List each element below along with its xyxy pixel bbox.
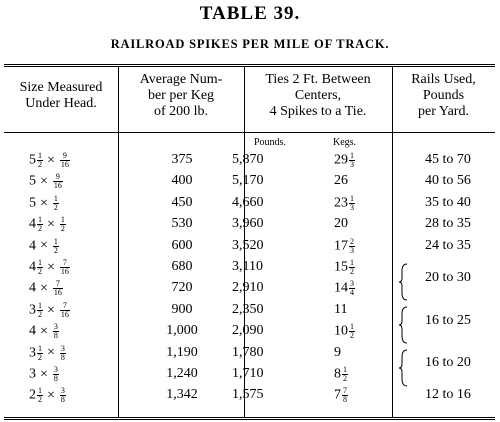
subheader-pounds: Pounds. bbox=[254, 137, 286, 148]
cell-average: 400 bbox=[171, 173, 193, 189]
header-average bbox=[118, 72, 244, 120]
cell-kegs: 11 bbox=[334, 301, 348, 317]
cell-kegs: 29 $\frac{1}{3}$ bbox=[334, 151, 354, 169]
cell-size: 4 $\frac{1}{2}$ × $\frac{1}{2}$ bbox=[29, 215, 65, 234]
fraction: $\frac{1}{2}$ bbox=[350, 322, 354, 341]
header-line: Rails Used, bbox=[411, 72, 476, 87]
fraction: $\frac{1}{2}$ bbox=[38, 215, 42, 234]
brace-icon bbox=[398, 263, 410, 301]
cell-kegs: 23 $\frac{1}{3}$ bbox=[334, 193, 354, 212]
cell-size: 3 $\frac{1}{2}$ × $\frac{7}{16}$ bbox=[29, 300, 69, 319]
cell-average: 600 bbox=[171, 237, 193, 253]
fraction: $\frac{9}{16}$ bbox=[60, 151, 69, 169]
spikes-table bbox=[4, 64, 495, 420]
fraction: $\frac{1}{2}$ bbox=[53, 236, 58, 255]
cell-pounds: 1,780 bbox=[232, 344, 264, 360]
cell-average: 1,342 bbox=[166, 387, 198, 403]
cell-kegs: 9 bbox=[334, 344, 341, 360]
header-size bbox=[4, 80, 118, 112]
fraction: $\frac{3}{8}$ bbox=[60, 386, 65, 405]
subheader-kegs: Kegs. bbox=[333, 137, 357, 148]
fraction: $\frac{7}{8}$ bbox=[343, 386, 347, 405]
brace-icon bbox=[398, 349, 410, 387]
fraction: $\frac{3}{8}$ bbox=[53, 365, 58, 383]
cell-size: 5 × $\frac{9}{16}$ bbox=[29, 172, 62, 191]
cell-rails: 28 to 35 bbox=[425, 216, 471, 232]
brace-icon bbox=[398, 306, 410, 344]
header-ties bbox=[244, 72, 392, 120]
fraction: $\frac{1}{3}$ bbox=[350, 193, 354, 212]
fraction: $\frac{7}{16}$ bbox=[60, 258, 69, 276]
header-line: of 200 lb. bbox=[153, 104, 209, 119]
cell-pounds: 1,575 bbox=[232, 387, 264, 403]
cell-average: 1,190 bbox=[166, 344, 198, 360]
cell-pounds: 5,870 bbox=[232, 152, 264, 167]
cell-pounds: 2,910 bbox=[232, 280, 264, 296]
cell-pounds: 3,110 bbox=[232, 259, 263, 274]
fraction: $\frac{3}{8}$ bbox=[60, 343, 65, 362]
header-line: per Yard. bbox=[418, 104, 469, 119]
cell-pounds: 3,520 bbox=[232, 237, 264, 253]
fraction: $\frac{1}{2}$ bbox=[38, 343, 42, 362]
fraction: $\frac{3}{8}$ bbox=[53, 322, 58, 341]
fraction: $\frac{2}{3}$ bbox=[350, 236, 354, 255]
cell-kegs: 26 bbox=[334, 173, 348, 189]
fraction: $\frac{1}{2}$ bbox=[38, 258, 42, 276]
header-line: 4 Spikes to a Tie. bbox=[269, 104, 367, 119]
cell-pounds: 2,090 bbox=[232, 323, 264, 339]
cell-size: 5 $\frac{1}{2}$ × $\frac{9}{16}$ bbox=[29, 151, 69, 169]
cell-kegs: 14 $\frac{3}{4}$ bbox=[334, 279, 354, 298]
cell-size: 3 $\frac{1}{2}$ × $\frac{3}{8}$ bbox=[29, 343, 65, 362]
fraction: $\frac{7}{16}$ bbox=[53, 279, 62, 298]
header-rails bbox=[392, 72, 495, 120]
cell-average: 530 bbox=[171, 216, 193, 232]
cell-average: 680 bbox=[171, 259, 193, 274]
header-line: Ties 2 Ft. Between bbox=[265, 72, 371, 87]
fraction: $\frac{1}{3}$ bbox=[350, 151, 354, 169]
cell-size: 4 $\frac{1}{2}$ × $\frac{7}{16}$ bbox=[29, 258, 69, 276]
cell-rails: 12 to 16 bbox=[425, 387, 471, 403]
cell-size: 5 × $\frac{1}{2}$ bbox=[29, 193, 58, 212]
cell-kegs: 8 $\frac{1}{2}$ bbox=[334, 365, 347, 383]
cell-rails-group: 16 to 25 bbox=[425, 312, 471, 328]
cell-average: 1,000 bbox=[166, 323, 198, 339]
cell-kegs: 10 $\frac{1}{2}$ bbox=[334, 322, 354, 341]
header-line: ber per Keg bbox=[147, 88, 215, 103]
cell-pounds: 2,350 bbox=[232, 301, 264, 317]
cell-rails-group: 20 to 30 bbox=[425, 269, 471, 285]
cell-size: 4 × $\frac{3}{8}$ bbox=[29, 322, 58, 341]
cell-size: 4 × $\frac{1}{2}$ bbox=[29, 236, 58, 255]
fraction: $\frac{7}{16}$ bbox=[60, 300, 69, 319]
fraction: $\frac{1}{2}$ bbox=[53, 193, 58, 212]
fraction: $\frac{1}{2}$ bbox=[350, 258, 354, 276]
cell-pounds: 1,710 bbox=[232, 366, 264, 381]
cell-pounds: 3,960 bbox=[232, 216, 264, 232]
table-subtitle: RAILROAD SPIKES PER MILE OF TRACK. bbox=[110, 37, 390, 51]
header-line: Average Num- bbox=[139, 72, 223, 87]
cell-average: 375 bbox=[171, 152, 193, 167]
cell-size: 3 × $\frac{3}{8}$ bbox=[29, 365, 58, 383]
header-line: Size Measured bbox=[19, 80, 103, 95]
header-line: Under Head. bbox=[25, 96, 97, 111]
cell-average: 720 bbox=[171, 280, 193, 296]
fraction: $\frac{1}{2}$ bbox=[38, 300, 42, 319]
table-title: TABLE 39. bbox=[199, 3, 301, 24]
cell-average: 900 bbox=[171, 301, 193, 317]
fraction: $\frac{9}{16}$ bbox=[53, 172, 62, 191]
fraction: $\frac{1}{2}$ bbox=[38, 386, 42, 405]
cell-pounds: 4,660 bbox=[232, 194, 264, 210]
cell-kegs: 17 $\frac{2}{3}$ bbox=[334, 236, 354, 255]
cell-average: 1,240 bbox=[166, 366, 198, 381]
fraction: $\frac{1}{2}$ bbox=[38, 151, 42, 169]
cell-rails: 45 to 70 bbox=[425, 152, 471, 167]
cell-rails: 35 to 40 bbox=[425, 194, 471, 210]
cell-average: 450 bbox=[171, 194, 193, 210]
cell-size: 2 $\frac{1}{2}$ × $\frac{3}{8}$ bbox=[29, 386, 65, 405]
cell-size: 4 × $\frac{7}{16}$ bbox=[29, 279, 62, 298]
cell-rails: 40 to 56 bbox=[425, 173, 471, 189]
cell-kegs: 20 bbox=[334, 216, 348, 232]
fraction: $\frac{3}{4}$ bbox=[350, 279, 354, 298]
cell-rails: 24 to 35 bbox=[425, 237, 471, 253]
fraction: $\frac{1}{2}$ bbox=[60, 215, 65, 234]
cell-pounds: 5,170 bbox=[232, 173, 264, 189]
header-line: Pounds bbox=[422, 88, 465, 103]
cell-kegs: 15 $\frac{1}{2}$ bbox=[334, 258, 354, 276]
cell-rails-group: 16 to 20 bbox=[425, 355, 471, 371]
fraction: $\frac{1}{2}$ bbox=[343, 365, 347, 383]
cell-kegs: 7 $\frac{7}{8}$ bbox=[334, 386, 347, 405]
header-line: Centers, bbox=[294, 88, 342, 103]
header-divider bbox=[4, 132, 495, 133]
